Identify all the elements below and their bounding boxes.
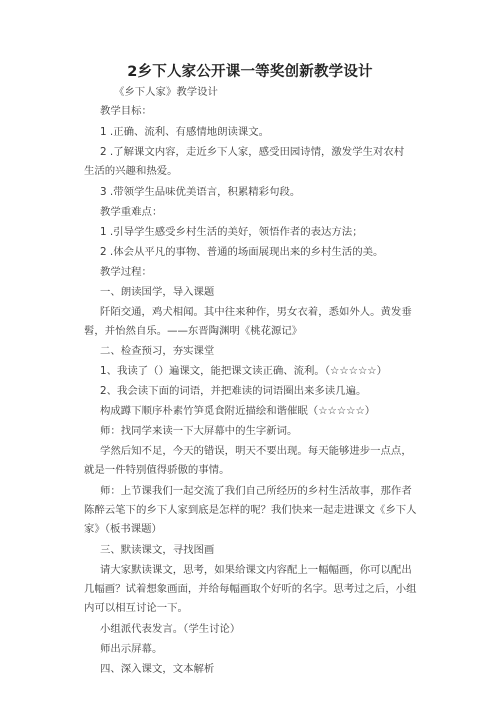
step-3-instruction-line-1: 请大家默读课文，思考，如果给课文内容配上一幅幅画，你可以配出 [100,564,412,576]
objective-2-line-1: 2 .了解课文内容，走近乡下人家，感受田园诗情，激发学生对农村 [100,146,405,158]
objective-2-line-2: 生活的兴趣和热爱。 [84,165,178,177]
section-label-process: 教学过程： [100,266,152,278]
step-2-heading: 二、检查预习，夯实课堂 [100,345,215,357]
step-1-heading: 一、朗读国学，导入课题 [100,286,215,298]
step-4-heading: 四、深入课文，文本解析 [100,663,215,675]
step-3-instruction-line-3: 内可以相互讨论一下。 [84,602,188,614]
section-label-objectives: 教学目标： [100,105,152,117]
preview-item-1: 1、我读了（）遍课文，能把课文读正确、流利。（☆☆☆☆☆） [100,365,387,377]
teacher-show-screen: 师出示屏幕。 [100,643,163,655]
key-point-2: 2 .体会从平凡的事物、普通的场面展现出来的乡村生活的美。 [100,246,384,258]
quote-line-1: 阡陌交通，鸡犬相闻。其中往来种作，男女衣着，悉如外人。黄发垂 [100,306,412,318]
motto-line-1: 学然后知不足，今天的错误，明天不要出现。每天能够进步一点点， [100,445,412,457]
section-label-key-points: 教学重难点： [100,206,163,218]
key-point-1: 1 .引导学生感受乡村生活的美好，领悟作者的表达方法； [100,226,363,238]
teacher-intro-line-3: 家》（板书课题） [84,523,162,535]
lesson-plan-heading: 《乡下人家》教学设计 [114,86,218,98]
objective-1: 1 .正确、流利、有感情地朗读课文。 [100,126,270,138]
document-title: 2乡下人家公开课一等奖创新教学设计 [127,64,373,80]
teacher-instruction-1: 师：找同学来读一下大屏幕中的生字新词。 [100,425,298,437]
group-report: 小组派代表发言。（学生讨论） [100,623,241,635]
objective-3: 3 .带领学生品味优美语言，积累精彩句段。 [100,186,301,198]
quote-line-2: 髫，并怡然自乐。——东晋陶渊明《桃花源记》 [84,325,303,337]
vocabulary-list: 构成蹲下顺序朴素竹笋觅食附近描绘和谐催眠（☆☆☆☆☆） [100,405,376,417]
preview-item-2: 2、我会读下面的词语，并把难读的词语圈出来多读几遍。 [100,385,367,397]
teacher-intro-line-2: 陈醉云笔下的乡下人家到底是怎样的呢？我们快来一起走进课文《乡下人 [84,504,417,516]
step-3-instruction-line-2: 几幅画？试着想象画面，并给每幅画取个好听的名字。思考过之后，小组 [84,583,417,595]
motto-line-2: 就是一件特别值得骄傲的事情。 [84,464,230,476]
teacher-intro-line-1: 师：上节课我们一起交流了我们自己所经历的乡村生活故事，那作者 [100,485,412,497]
step-3-heading: 三、默读课文，寻找图画 [100,544,215,556]
